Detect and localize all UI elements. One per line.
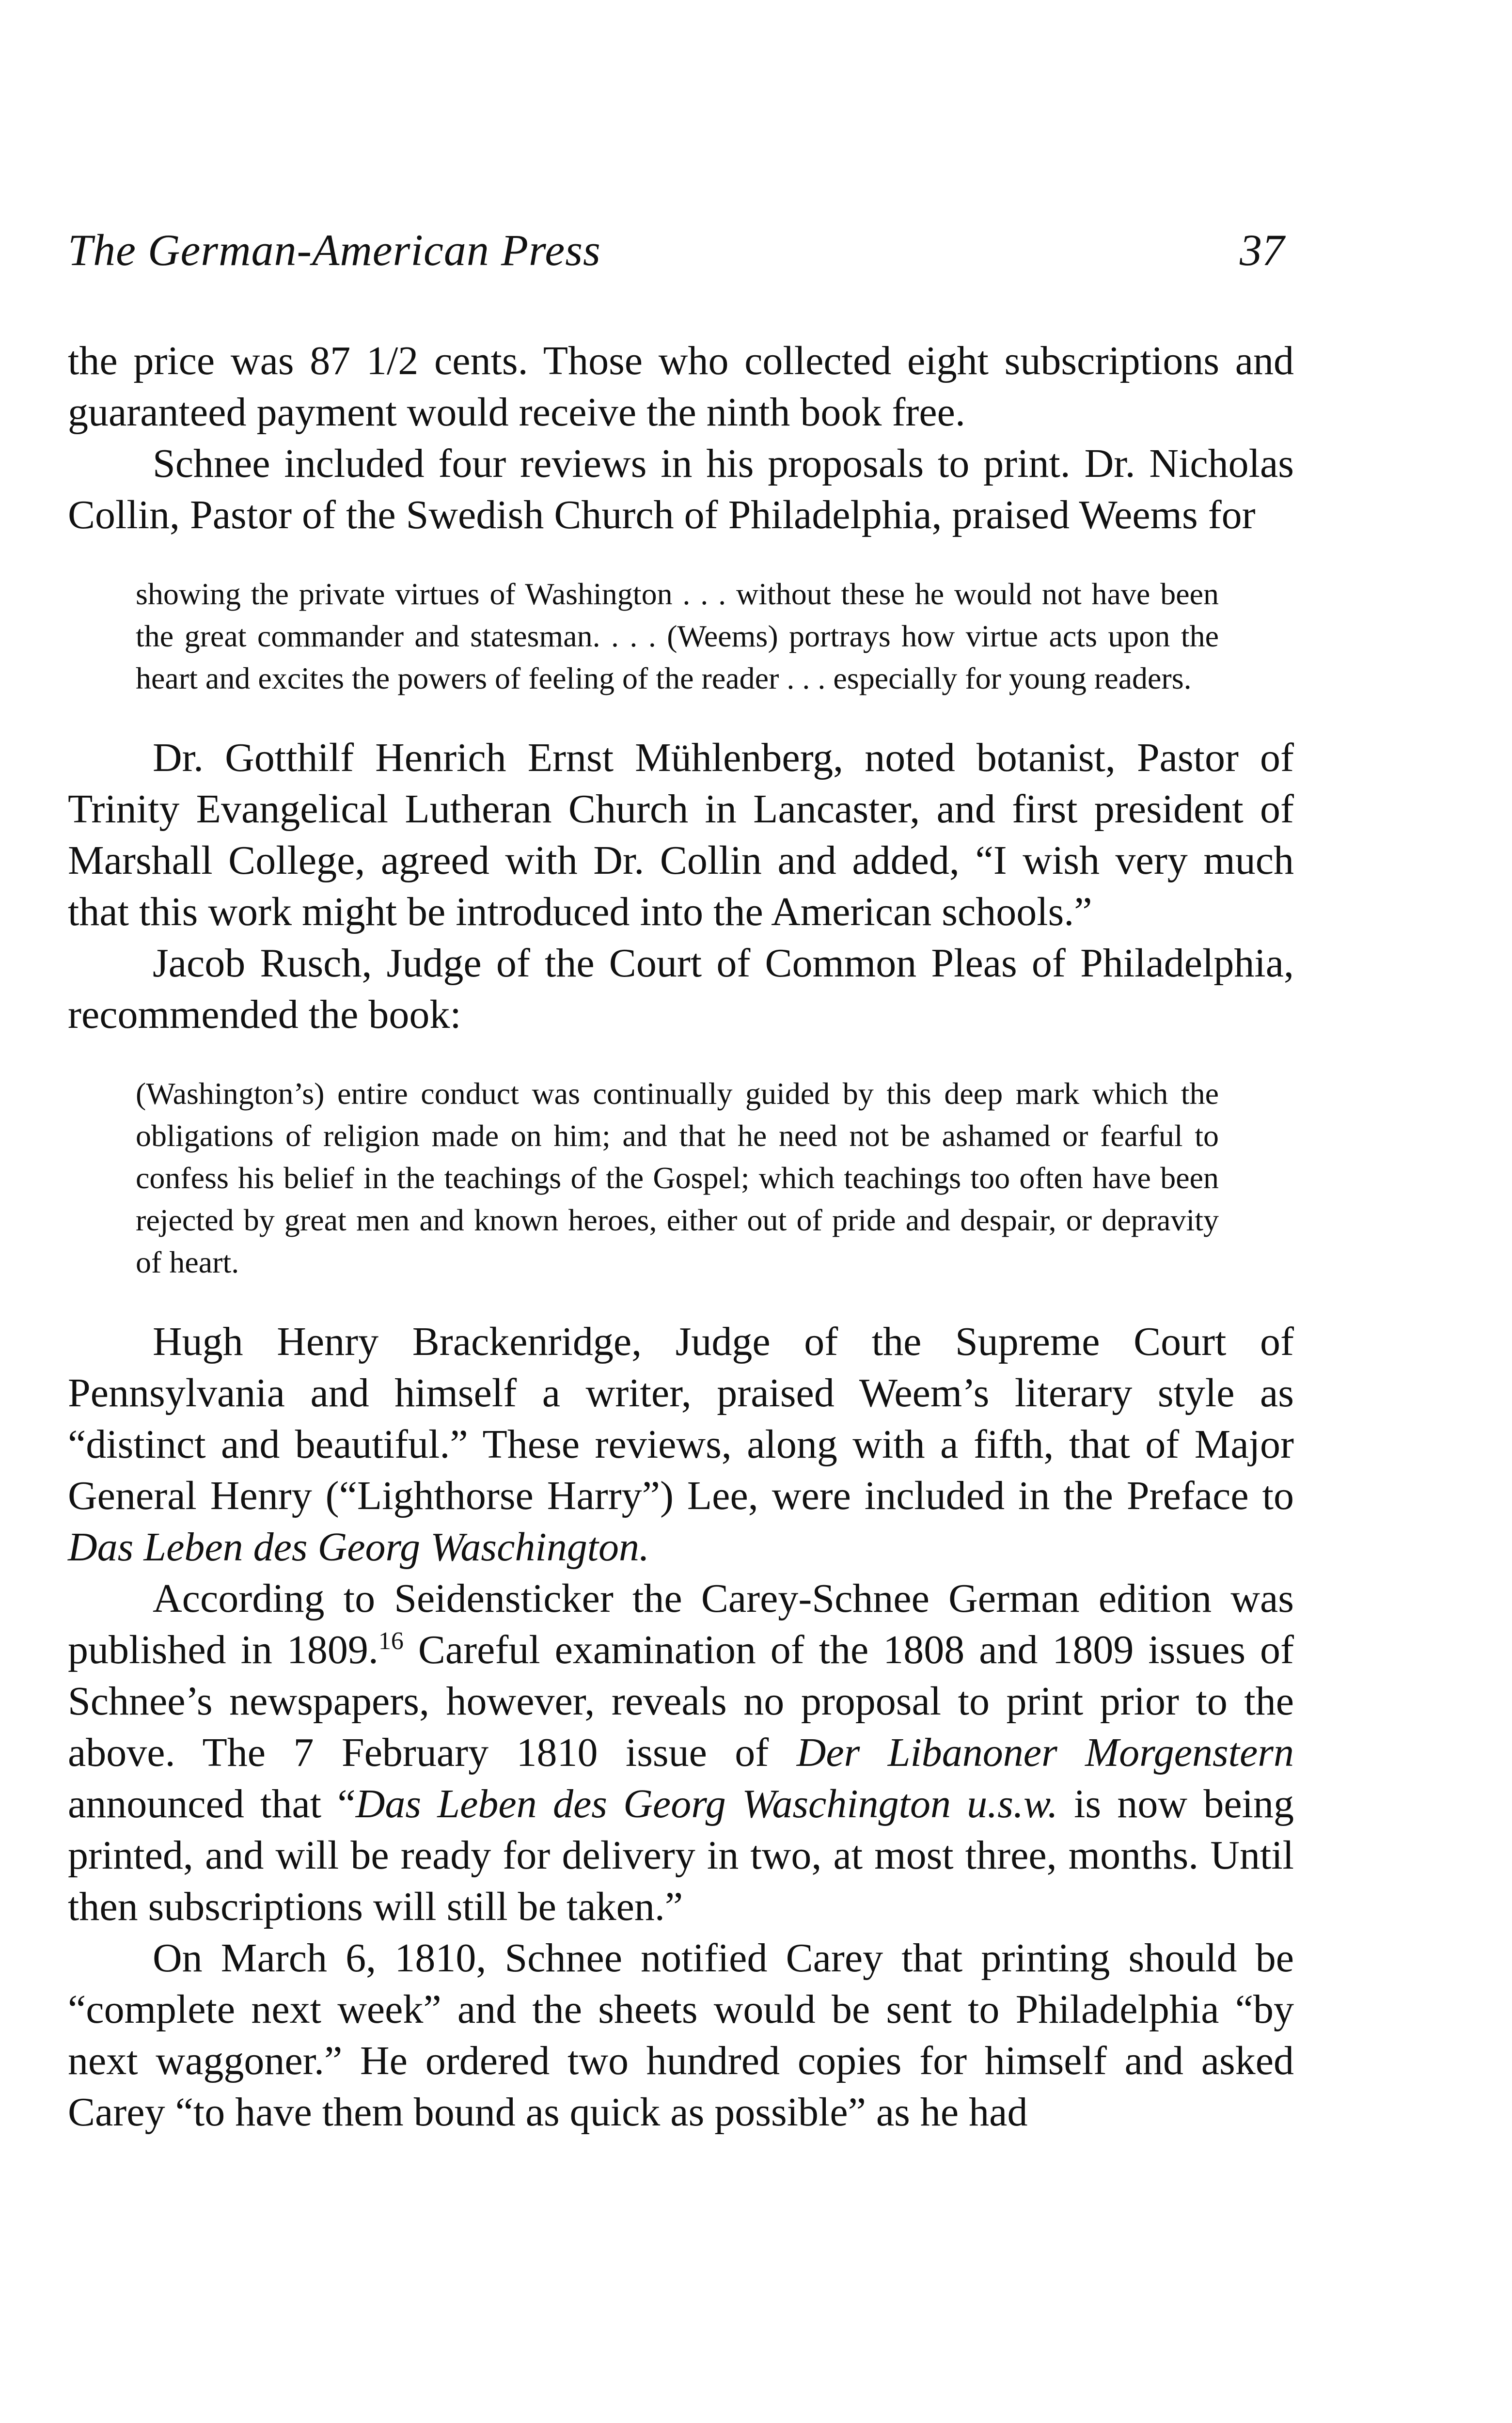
book-title-preface: Das Leben des Georg Waschington.	[68, 1525, 650, 1570]
footnote-marker: 16	[378, 1627, 404, 1655]
seidensticker-text-c: announced that “	[68, 1781, 356, 1826]
paragraph-printing: On March 6, 1810, Schnee notified Carey that printing should be “complete next week” and the sheets would be sent to Philadelphia “by next waggoner.” He ordered two hundred copies for himself and asked Carey “to have them bound as quick as possible” as he had	[68, 1935, 1294, 2135]
newspaper-title: Der Libanoner Morgenstern	[796, 1730, 1294, 1775]
paragraph-muhlenberg: Dr. Gotthilf Henrich Ernst Mühlenberg, noted botanist, Pastor of Trinity Evangelical Lutheran Church in Lancaster, and first president of Marshall College, agreed with Dr. Collin and added, “I wish very much that this work might be introduced into the American schools.”	[68, 735, 1294, 934]
body-text	[68, 335, 1294, 2138]
paragraph-seidensticker	[68, 1573, 1294, 1933]
paragraph-brackenridge	[68, 1316, 1294, 1573]
paragraph-rusch: Jacob Rusch, Judge of the Court of Common Pleas of Philadelphia, recommended the book:	[68, 941, 1294, 1037]
book-title-announcement: Das Leben des Georg Waschington u.s.w.	[355, 1781, 1058, 1826]
running-header	[68, 225, 1294, 275]
running-title: The German-American Press	[68, 225, 601, 275]
seidensticker-text-b: Careful examination of the 1808 and 1809 issues of Schnee’s newspapers, however, reveals no proposal to print prior to the above. The 7 February 1810 issue of	[68, 1627, 1294, 1775]
brackenridge-text: Hugh Henry Brackenridge, Judge of the Supreme Court of Pennsylvania and himself a writer, praised Weem’s literary style as “distinct and beautiful.” These reviews, along with a fifth, that of Major General Henry (“Lighthorse Harry”) Lee, were included in the Preface to	[68, 1319, 1294, 1518]
seidensticker-text-d: is now being printed, and will be ready for delivery in two, at most three, months. Until then subscriptions will still be taken.”	[68, 1781, 1294, 1929]
seidensticker-text-a: According to Seidensticker the Carey-Schnee German edition was published in 1809.	[68, 1576, 1294, 1672]
quote-rusch: (Washington’s) entire conduct was continually guided by this deep mark which the obligations of religion made on him; and that he need not be ashamed or fearful to confess his belief in the teachings of the Gospel; which teachings too often have been rejected by great men and known heroes, either out of pride and despair, or depravity of heart.	[136, 1076, 1219, 1279]
paragraph-reviews: Schnee included four reviews in his proposals to print. Dr. Nicholas Collin, Pastor of the Swedish Church of Philadelphia, praised Weems for	[68, 441, 1294, 537]
page-number: 37	[1240, 225, 1284, 275]
quote-collin: showing the private virtues of Washington . . . without these he would not have been the great commander and statesman. . . . (Weems) portrays how virtue acts upon the heart and excites the powers of feeling of the reader . . . especially for young readers.	[136, 577, 1219, 695]
paragraph-price: the price was 87 1/2 cents. Those who collected eight subscriptions and guaranteed payment would receive the ninth book free.	[68, 338, 1294, 435]
document-page	[68, 225, 1294, 2138]
